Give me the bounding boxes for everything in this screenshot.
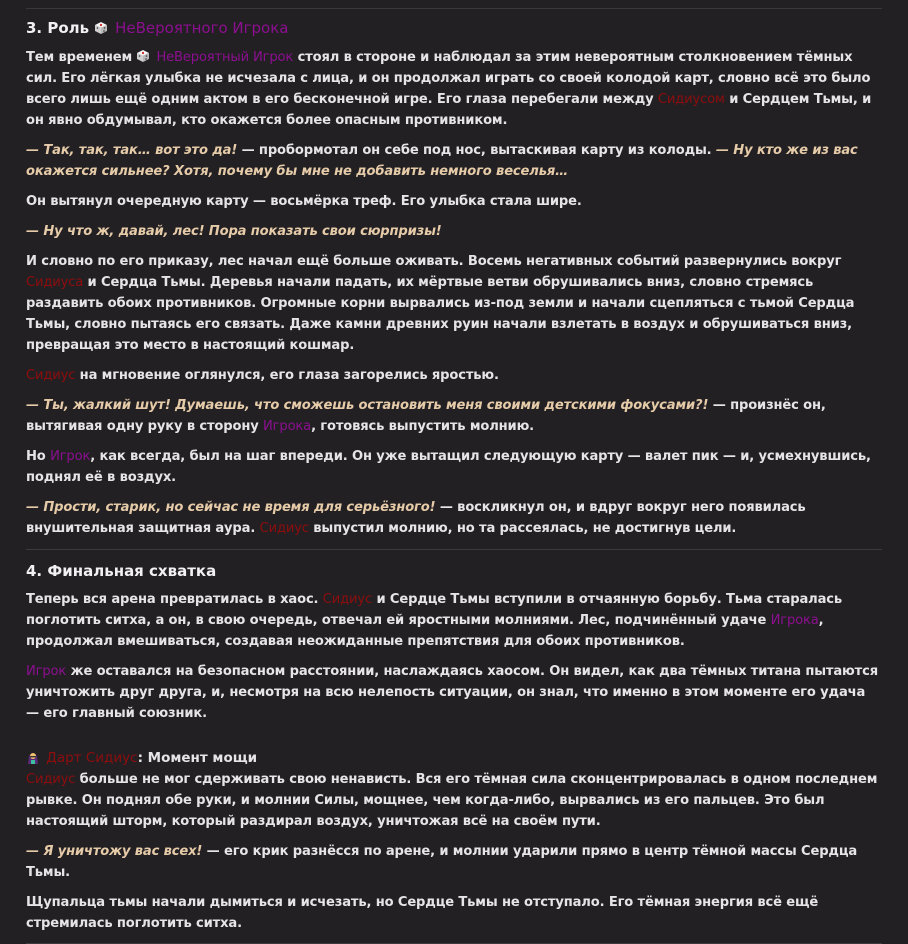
character-name-player: Игрока <box>263 419 312 434</box>
narration-text: — воскликнул он, и вдруг вокруг него появилась внушительная защитная аура. <box>26 500 806 536</box>
narration-text: и Сердцем Тьмы, и он явно обдумывал, кто окажется более опасным противником. <box>26 92 872 128</box>
section-4-heading <box>26 560 882 582</box>
character-name-player: Игрок <box>50 449 91 464</box>
character-name-sidious: Сидиус <box>322 592 373 607</box>
narration-text: больше не мог сдерживать свою ненависть. Вся его тёмная сила сконцентрировалась в одном последнем рывке. Он поднял обе руки, и молнии Силы, мощнее, чем когда-либо, вырвались из его пальцев. Это был настоящий шторм, который раздирал воздух, уничтожая всё на своём пути. <box>26 772 878 829</box>
paragraph <box>26 191 882 212</box>
section-4-body <box>26 589 882 724</box>
narration-text: — его крик разнёсся по арене, и молнии ударили прямо в центр тёмной массы Сердца Тьмы. <box>26 844 858 880</box>
narration-text: и Сердца Тьмы. Деревья начали падать, их мёртвые ветви обрушивались вниз, словно стремясь раздавить обоих противников. Огромные корни вырвались из-под земли и начали сцепляться с тьмой Сердца Тьмы, словно пытаясь его связать. Даже камни древних руин начали взлетать в воздух и обрушиваться вниз, превращая это место в настоящий кошмар. <box>26 275 855 353</box>
character-name-sidious: Сидиус <box>259 521 309 536</box>
narration-text: же оставался на безопасном расстоянии, наслаждаясь хаосом. Он видел, как два тёмных титана пытаются уничтожить друг друга, и, несмотря на всю нелепость ситуации, он знал, что именно в этом моменте его удача — его главный союзник. <box>26 664 878 721</box>
narration-text: Теперь вся арена превратилась в хаос. <box>26 592 323 607</box>
character-name-sidious: Сидиуса <box>26 275 84 290</box>
subheading-sidious <box>26 747 882 769</box>
section-3-body <box>26 47 882 539</box>
dialogue-quote: — Ты, жалкий шут! Думаешь, что сможешь остановить меня своими детскими фокусами?! <box>26 398 709 413</box>
paragraph <box>26 140 882 182</box>
character-name-player: Игрока <box>770 613 819 628</box>
narration-text: и Сердце Тьмы вступили в отчаянную борьбу. Тьма старалась поглотить ситха, а он, в свою очередь, отвечал ей яростными молниями. Лес, подчинённый удаче <box>26 592 843 628</box>
narration-text: , продолжал вмешиваться, создавая неожиданные препятствия для обоих противников. <box>26 613 824 649</box>
paragraph <box>26 769 882 832</box>
section-3-heading <box>26 17 882 39</box>
narration-text: выпустил молнию, но та рассеялась, не достигнув цели. <box>308 521 737 536</box>
dialogue-quote: — Ну кто же из вас окажется сильнее? Хотя, почему бы мне не добавить немного веселья… <box>26 143 858 179</box>
paragraph <box>26 365 882 386</box>
narration-text: — пробормотал он себе под нос, вытаскивая карту из колоды. <box>237 143 716 158</box>
character-name-player: НеВероятный Игрок <box>152 50 294 65</box>
paragraph <box>26 395 882 437</box>
narration-text: стоял в стороне и наблюдал за этим невероятным столкновением тёмных сил. Его лёгкая улыбка не исчезала с лица, и он продолжал играть со своей колодой карт, словно всё это было всего лишь ещё одним актом в его бесконечной игре. Его глаза перебегали между <box>26 50 871 107</box>
character-name-sidious: Сидиус <box>26 772 76 787</box>
character-name-sidious: Сидиус <box>26 368 76 383</box>
narration-text: 4. Финальная схватка <box>26 562 217 580</box>
divider <box>26 8 882 9</box>
paragraph <box>26 47 882 131</box>
narration-text: — произнёс он, вытягивая одну руку в сторону <box>26 398 826 434</box>
character-name-sidious: Дарт Сидиус <box>42 750 138 766</box>
narration-text: Тем временем <box>26 50 137 65</box>
narration-text: , готовясь выпустить молнию. <box>311 419 534 434</box>
character-name-player: НеВероятного Игрока <box>110 19 289 37</box>
narration-text: Он вытянул очередную карту — восьмёрка треф. Его улыбка стала шире. <box>26 194 582 209</box>
paragraph <box>26 446 882 488</box>
dialogue-quote: — Я уничтожу вас всех! <box>26 844 203 859</box>
dialogue-quote: — Так, так, так… вот это да! <box>26 143 238 158</box>
dice-icon <box>94 19 108 33</box>
paragraph <box>26 221 882 242</box>
paragraph <box>26 892 882 934</box>
narration-text: : Момент мощи <box>137 750 258 766</box>
narration-text: И словно по его приказу, лес начал ещё больше оживать. Восемь негативных событий развернулись вокруг <box>26 254 842 269</box>
dice-icon <box>136 49 150 63</box>
narration-text: , как всегда, был на шаг впереди. Он уже вытащил следующую карту — валет пик — и, усмехнувшись, поднял её в воздух. <box>26 449 871 485</box>
narration-text: на мгновение оглянулся, его глаза загорелись яростью. <box>75 368 499 383</box>
paragraph <box>26 497 882 539</box>
dialogue-quote: — Ну что ж, давай, лес! Пора показать свои сюрпризы! <box>26 224 442 239</box>
narration-text: Щупальца тьмы начали дымиться и исчезать, но Сердце Тьмы не отступало. Его тёмная энергия всё ещё стремилась поглотить ситха. <box>26 895 819 931</box>
narration-text: Но <box>26 449 51 464</box>
character-name-player: Игрок <box>26 664 67 679</box>
paragraph <box>26 841 882 883</box>
divider <box>26 549 882 550</box>
paragraph <box>26 661 882 724</box>
character-name-sidious: Сидиусом <box>657 92 725 107</box>
paragraph <box>26 251 882 356</box>
narration-text: 3. Роль <box>26 19 95 37</box>
section-4-body-2 <box>26 769 882 934</box>
paragraph <box>26 589 882 652</box>
sith-lord-icon <box>26 749 40 763</box>
dialogue-quote: — Прости, старик, но сейчас не время для серьёзного! <box>26 500 436 515</box>
